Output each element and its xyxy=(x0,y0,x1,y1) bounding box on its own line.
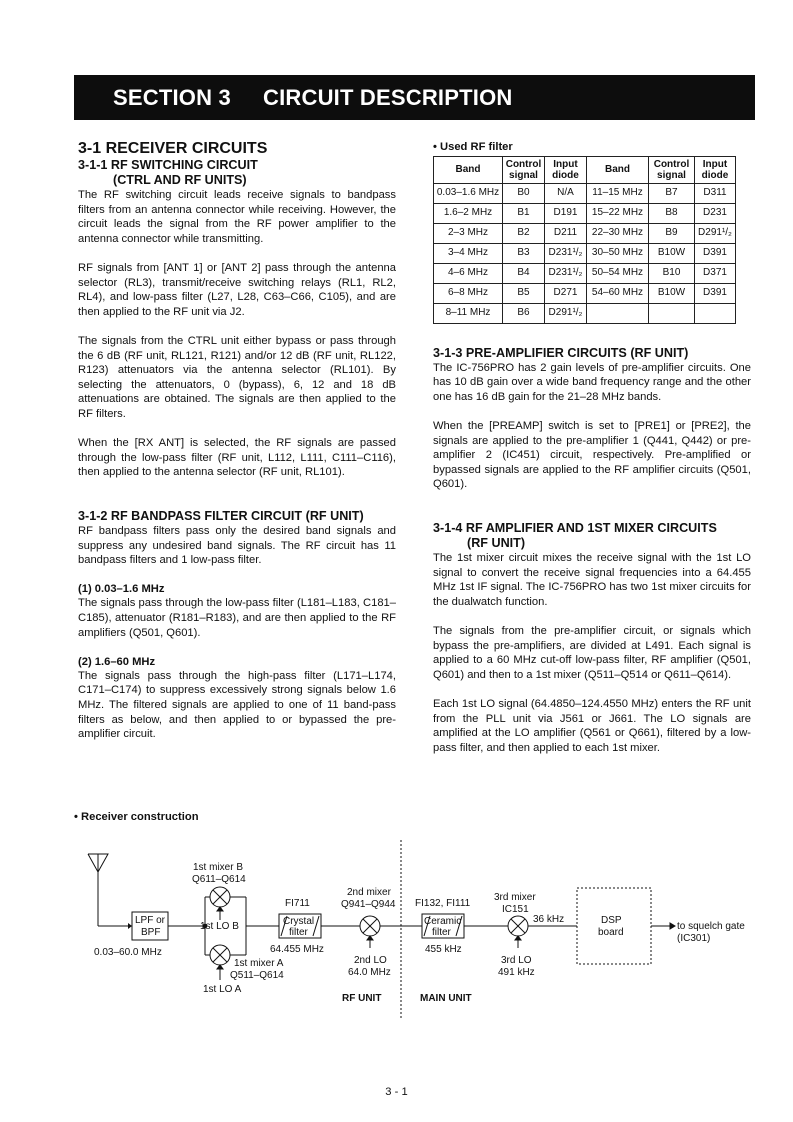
col-control-signal: Control signal xyxy=(649,156,695,183)
heading-rf-switching-units: (CTRL AND RF UNITS) xyxy=(113,173,247,187)
table-row xyxy=(434,223,736,243)
heading-rf-amplifier-mixer: 3-1-4 RF AMPLIFIER AND 1ST MIXER CIRCUITS xyxy=(433,521,717,536)
mixer-a-label: 1st mixer A xyxy=(234,958,284,969)
table-cell: 0.03–1.6 MHz xyxy=(434,183,503,203)
output-label: to squelch gate xyxy=(677,921,745,932)
section-title: CIRCUIT DESCRIPTION xyxy=(263,85,513,110)
table-cell: B8 xyxy=(649,203,695,223)
dsp-board-label: board xyxy=(598,927,624,938)
table-cell: D311 xyxy=(695,183,736,203)
paragraph: The signals from the pre-amplifier circuit, or signals which bypass the pre-amplifiers, are divided at L491. Each signal is applied to a 60 MHz cut-off low-pass filter, RF amplifier (Q501, Q601) and then to a 1st mixer (Q511–Q514 or Q611–Q614). xyxy=(433,625,751,681)
table-cell: B4 xyxy=(503,263,545,283)
table-row xyxy=(434,263,736,283)
left-column xyxy=(78,140,396,742)
fi711-label: FI711 xyxy=(285,898,310,909)
table-cell xyxy=(649,303,695,323)
heading-rf-switching: 3-1-1 RF SWITCHING CIRCUIT xyxy=(78,158,258,172)
table-cell: D191 xyxy=(545,203,587,223)
col-control-signal: Control signal xyxy=(503,156,545,183)
table-cell: B0 xyxy=(503,183,545,203)
table-cell xyxy=(587,303,649,323)
paragraph: The IC-756PRO has 2 gain levels of pre-amplifier circuits. One has 10 dB gain over a wide band frequency range and the other one has 16 dB gain for the 21–28 MHz bands. xyxy=(433,361,751,403)
paragraph: RF bandpass filters pass only the desired band signals and suppress any undesired band signals. The RF circuit has 11 bandpass filters and 1 low-pass filter. xyxy=(78,525,396,567)
table-cell: 30–50 MHz xyxy=(587,243,649,263)
table-cell: 54–60 MHz xyxy=(587,283,649,303)
ceramic-label: Ceramic xyxy=(424,916,462,927)
table-cell: D391 xyxy=(695,243,736,263)
table-row xyxy=(434,183,736,203)
table-cell: B1 xyxy=(503,203,545,223)
table-cell: D231 xyxy=(695,203,736,223)
table-cell: 3–4 MHz xyxy=(434,243,503,263)
receiver-construction-diagram xyxy=(74,808,764,1018)
crystal-filter-label: filter xyxy=(289,927,308,938)
paragraph: When the [RX ANT] is selected, the RF signals are passed through the low-pass filter (RF unit, L112, L111, C111–C116), then applied to the antenna selector (RF unit, RL101). xyxy=(78,437,396,479)
lo2-label: 2nd LO xyxy=(354,955,387,966)
mixer-2-label: 2nd mixer xyxy=(347,887,391,898)
table-cell: B6 xyxy=(503,303,545,323)
lo3-freq: 491 kHz xyxy=(498,967,535,978)
block-diagram-svg xyxy=(74,808,764,1018)
mixer-b-label: 1st mixer B xyxy=(193,862,244,873)
if3-label: 36 kHz xyxy=(533,914,565,925)
table-cell: 1.6–2 MHz xyxy=(434,203,503,223)
table-cell: 11–15 MHz xyxy=(587,183,649,203)
section-header xyxy=(74,75,755,120)
fi132-label: FI132, FI111 xyxy=(415,898,471,909)
col-input-diode: Input diode xyxy=(545,156,587,183)
mixer-3-label: 3rd mixer xyxy=(494,892,536,903)
dsp-label: DSP xyxy=(601,915,622,926)
table-cell: 8–11 MHz xyxy=(434,303,503,323)
table-cell: B10 xyxy=(649,263,695,283)
table-cell: N/A xyxy=(545,183,587,203)
paragraph: The signals pass through the high-pass filter (L171–L174, C171–C174) to suppress excessively strong signals below 1.6 MHz. The filtered signals are applied to one of 11 band-pass filters as below, and then applied to or bypassed the pre-amplifier circuit. xyxy=(78,669,396,741)
paragraph: The RF switching circuit leads receive signals to bandpass filters from an antenna connector while receiving. However, the circuit leads the signal from the RF power amplifier to the antenna connector while transmitting. xyxy=(78,189,396,245)
section-number: SECTION 3 xyxy=(113,85,231,110)
col-band: Band xyxy=(587,156,649,183)
if2-label: 455 kHz xyxy=(425,944,462,955)
table-cell: B9 xyxy=(649,223,695,243)
table-cell: 2–3 MHz xyxy=(434,223,503,243)
table-header-row xyxy=(434,156,736,183)
ceramic-filter-label: filter xyxy=(432,927,451,938)
crystal-label: Crystal xyxy=(283,916,315,927)
table-cell: D391 xyxy=(695,283,736,303)
heading-receiver-circuits: 3-1 RECEIVER CIRCUITS xyxy=(78,140,268,157)
col-band: Band xyxy=(434,156,503,183)
paragraph: When the [PREAMP] switch is set to [PRE1] or [PRE2], the signals are applied to the pre-amplifier 1 (Q441, Q442) or pre-amplifier 2 (IC451) circuit, respectively. Pre-amplified or bypassed signals are applied to the RF amplifier circuits (Q501, Q601). xyxy=(433,419,751,491)
if1-label: 64.455 MHz xyxy=(270,944,324,955)
diagram-title: • Receiver construction xyxy=(74,811,199,823)
mixer-b-part: Q611–Q614 xyxy=(192,874,246,885)
table-cell: B5 xyxy=(503,283,545,303)
heading-rf-bandpass: 3-1-2 RF BANDPASS FILTER CIRCUIT (RF UNIT) xyxy=(78,509,364,524)
table-cell: B2 xyxy=(503,223,545,243)
table-cell xyxy=(695,303,736,323)
table-cell: B3 xyxy=(503,243,545,263)
output-ic-label: (IC301) xyxy=(677,933,711,944)
paragraph: Each 1st LO signal (64.4850–124.4550 MHz) enters the RF unit from the PLL unit via J561 or J661. The LO signals are amplified at the LO amplifier (Q561 or Q661), filtered by a low-pass filter, and then applied to each 1st mixer. xyxy=(433,698,751,754)
rf-unit-label: RF UNIT xyxy=(342,993,382,1004)
mixer-a-part: Q511–Q614 xyxy=(230,970,284,981)
heading-rf-amplifier-mixer-unit: (RF UNIT) xyxy=(467,536,526,551)
table-cell: D211 xyxy=(545,223,587,243)
page-number: 3 - 1 xyxy=(385,1086,408,1098)
mixer-3-symbol xyxy=(508,916,528,936)
table-cell: 50–54 MHz xyxy=(587,263,649,283)
mixer-2-symbol xyxy=(360,916,380,936)
main-unit-label: MAIN UNIT xyxy=(420,993,472,1004)
paragraph: The signals pass through the low-pass filter (L181–L183, C181–C185), attenuator (R181–R183), and are then applied to the RF amplifiers (Q501, Q601). xyxy=(78,597,396,639)
table-row xyxy=(434,243,736,263)
table-cell: D231¹/₂ xyxy=(545,243,587,263)
table-title: • Used RF filter xyxy=(433,141,513,153)
subheading-low-band: (1) 0.03–1.6 MHz xyxy=(78,583,165,596)
right-column xyxy=(433,140,751,755)
heading-pre-amplifier: 3-1-3 PRE-AMPLIFIER CIRCUITS (RF UNIT) xyxy=(433,345,689,360)
dsp-board-box xyxy=(577,888,651,964)
table-cell: D291¹/₂ xyxy=(695,223,736,243)
mixer-2-part: Q941–Q944 xyxy=(341,899,396,910)
bpf-label: BPF xyxy=(141,927,161,938)
table-row xyxy=(434,303,736,323)
table-cell: 4–6 MHz xyxy=(434,263,503,283)
table-cell: D271 xyxy=(545,283,587,303)
paragraph: The signals from the CTRL unit either bypass or pass through the 6 dB (RF unit, RL121, R121) and/or 12 dB (RF unit, RL122, R123) attenuators via the antenna selector (RL101). By selecting the attenuators, 0 (bypass), 6, 12 and 18 dB attenuations are obtained. The signals are then applied to the RF filters. xyxy=(78,334,396,420)
rf-filter-table xyxy=(433,156,736,324)
table-cell: B7 xyxy=(649,183,695,203)
lo-b-label: 1st LO B xyxy=(200,921,239,932)
table-cell: 15–22 MHz xyxy=(587,203,649,223)
mixer-a-symbol xyxy=(210,945,230,965)
paragraph: RF signals from [ANT 1] or [ANT 2] pass through the antenna selector (RL3), transmit/receive switching relays (RL1, RL2, RL4), and low-pass filter (L27, L28, C63–C66, C105), and are then applied to the RF unit via J2. xyxy=(78,261,396,318)
table-cell: B10W xyxy=(649,243,695,263)
range-label: 0.03–60.0 MHz xyxy=(94,947,162,958)
lo3-label: 3rd LO xyxy=(501,955,532,966)
subheading-high-band: (2) 1.6–60 MHz xyxy=(78,655,156,668)
table-cell: D291¹/₂ xyxy=(545,303,587,323)
table-cell: B10W xyxy=(649,283,695,303)
mixer-b-symbol xyxy=(210,887,230,907)
table-row xyxy=(434,203,736,223)
table-cell: 22–30 MHz xyxy=(587,223,649,243)
table-cell: 6–8 MHz xyxy=(434,283,503,303)
table-cell: D371 xyxy=(695,263,736,283)
lpf-label: LPF or xyxy=(135,915,166,926)
table-cell: D231¹/₂ xyxy=(545,263,587,283)
mixer-3-part: IC151 xyxy=(502,904,529,915)
col-input-diode: Input diode xyxy=(695,156,736,183)
lo-a-label: 1st LO A xyxy=(203,984,242,995)
paragraph: The 1st mixer circuit mixes the receive signal with the 1st LO signal to convert the receive signal frequencies into a 64.455 MHz 1st IF signal. The IC-756PRO has two 1st mixer circuits for the dualwatch function. xyxy=(433,552,751,608)
table-row xyxy=(434,283,736,303)
antenna-icon xyxy=(88,854,108,926)
lo2-freq: 64.0 MHz xyxy=(348,967,391,978)
